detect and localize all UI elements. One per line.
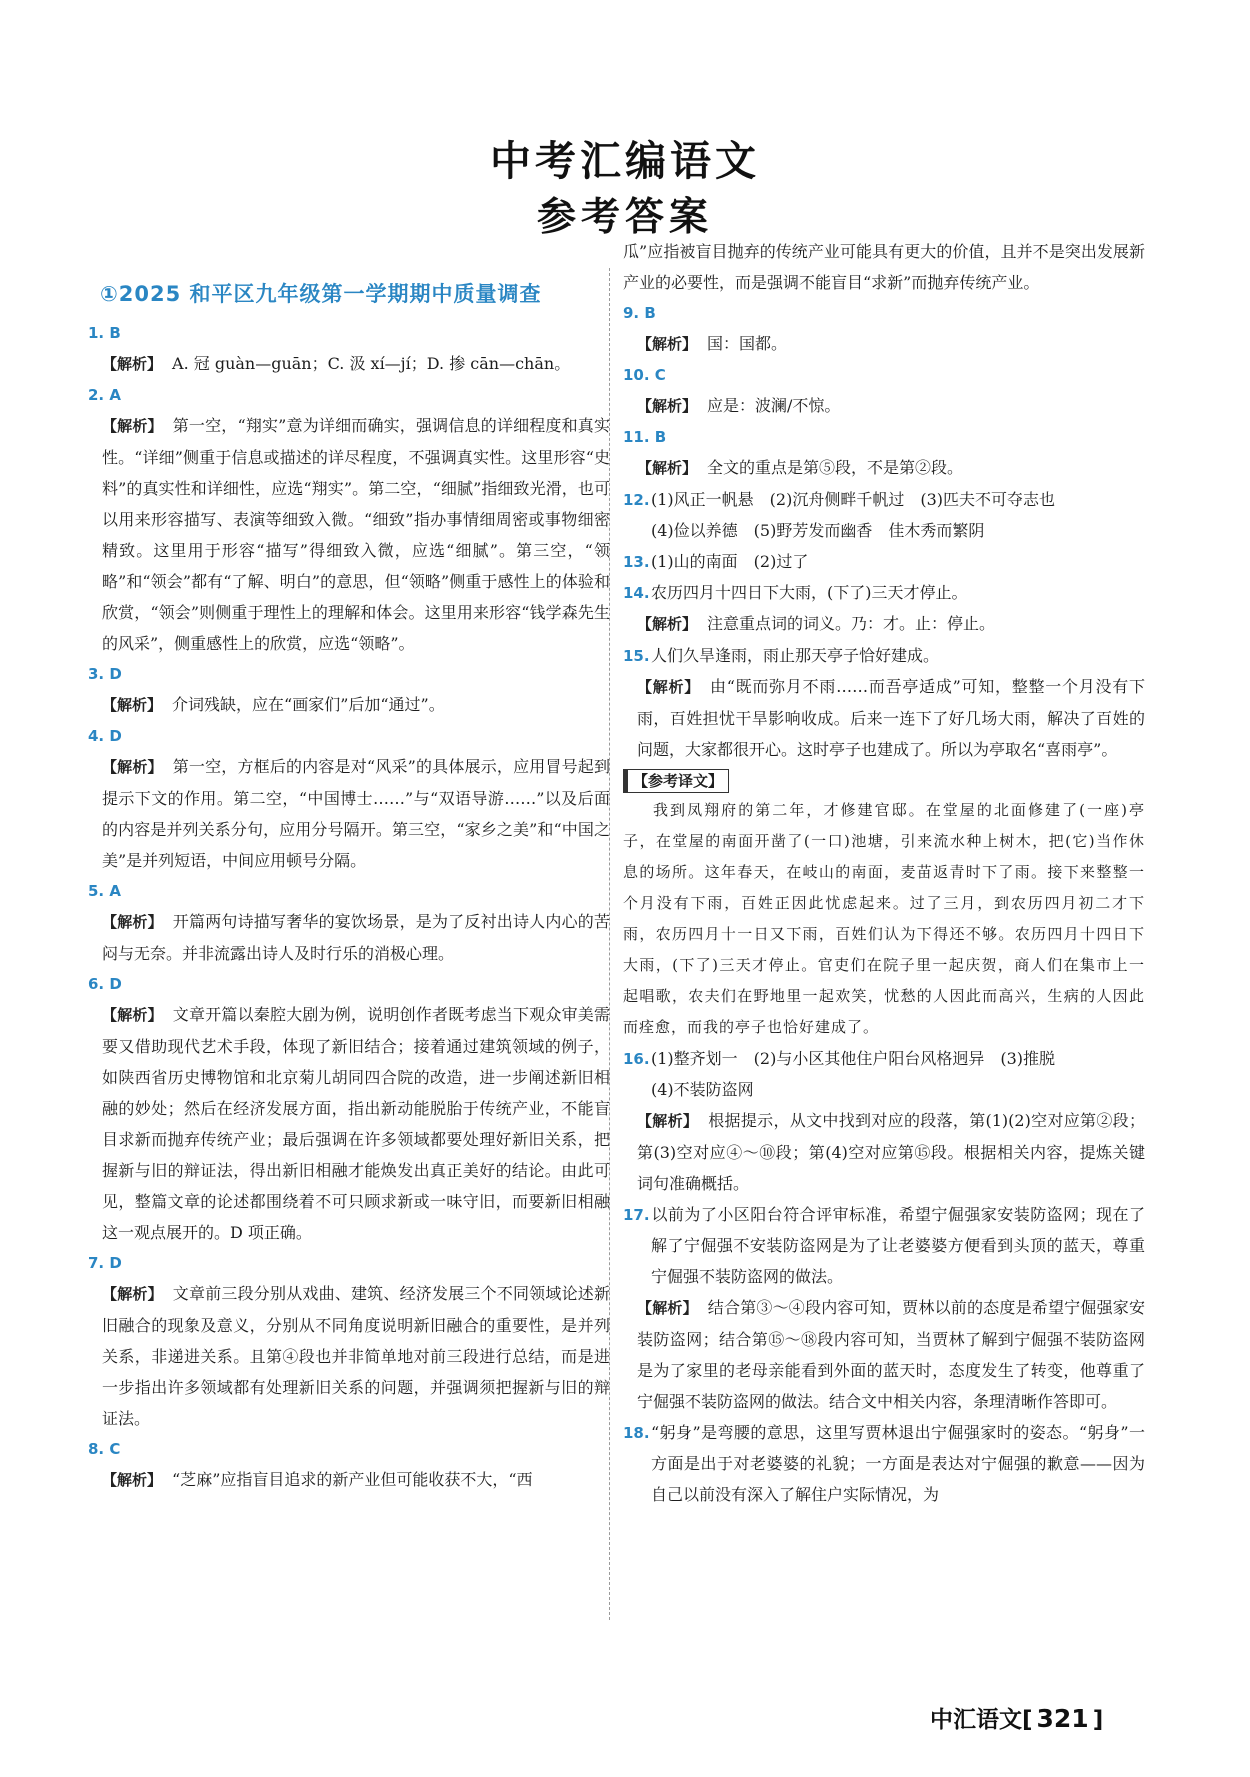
analysis-label: 【解析】 xyxy=(637,335,698,353)
answer-item-14 xyxy=(623,577,1145,608)
answer-number: 4. D xyxy=(88,727,122,745)
continued-text: 瓜”应指被盲目抛弃的传统产业可能具有更大的价值，且并不是突出发展新产业的必要性，而是强调不能盲目“求新”而抛弃传统产业。 xyxy=(623,242,1145,292)
analysis-label: 【解析】 xyxy=(637,615,698,633)
analysis xyxy=(88,410,610,659)
analysis xyxy=(623,452,1145,484)
answer-item-3 xyxy=(88,659,610,721)
answer-text: (4)俭以养德 (5)野芳发而幽香 佳木秀而繁阴 xyxy=(651,521,985,540)
answer-number: 7. D xyxy=(88,1254,122,1272)
analysis-text: 介词残缺，应在“画家们”后加“通过”。 xyxy=(172,695,445,714)
answer-number: 15. xyxy=(623,647,650,665)
answer-number: 9. B xyxy=(623,304,656,322)
answer-number: 10. C xyxy=(623,366,666,384)
right-column xyxy=(623,236,1145,1510)
answer-number: 2. A xyxy=(88,386,121,404)
section-title: ①2025 和平区九年级第一学期期中质量调查 xyxy=(100,282,542,306)
analysis-label: 【解析】 xyxy=(102,355,163,373)
answer-number: 6. D xyxy=(88,975,122,993)
analysis-text: 第一空，“翔实”意为详细而确实，强调信息的详细程度和真实性。“详细”侧重于信息或描述的详尽程度，不强调真实性。这里形容“史料”的真实性和详细性，应选“翔实”。第二空，“细腻”指细致光滑，也可以用来形容描写、表演等细致入微。“细致”指办事情细周密或事物细密精致。这里用于形容“描写”得细致入微，应选“细腻”。第三空，“领略”和“领会”都有“了解、明白”的意思，但“领略”侧重于感性上的体验和欣赏，“领会”则侧重于理性上的理解和体会。这里用来形容“钱学森先生的风采”，侧重感性上的欣赏，应选“领略”。 xyxy=(102,416,610,653)
answer-item-18 xyxy=(623,1417,1145,1510)
answer-text: (1)风正一帆悬 (2)沉舟侧畔千帆过 (3)匹夫不可夺志也 xyxy=(651,490,1055,509)
answer-number: 8. C xyxy=(88,1440,121,1458)
answer-item-4 xyxy=(88,721,610,876)
page-bracket-close: ] xyxy=(1092,1707,1104,1733)
analysis xyxy=(88,1464,610,1496)
analysis-text: 国：国都。 xyxy=(707,334,788,353)
reference-translation: 我到凤翔府的第二年，才修建官邸。在堂屋的北面修建了(一座)亭子，在堂屋的南面开凿了(一口)池塘，引来流水种上树木，把(它)当作休息的场所。这年春天，在岐山的南面，麦苗返青时下了雨。接下来整整一个月没有下雨，百姓正因此忧虑起来。过了三月，到农历四月初二才下雨，农历四月十一日又下雨，百姓们认为下得还不够。农历四月十四日下大雨，(下了)三天才停止。官吏们在院子里一起庆贺，商人们在集市上一起唱歌，农夫们在野地里一起欢笑，忧愁的人因此而高兴，生病的人因此而痊愈，而我的亭子也恰好建成了。 xyxy=(623,801,1145,1036)
answer-number: 11. B xyxy=(623,428,667,446)
answer-text: 以前为了小区阳台符合评审标准，希望宁倔强家安装防盗网；现在了解了宁倔强不安装防盗网是为了让老婆婆方便看到头顶的蓝天，尊重宁倔强不装防盗网的做法。 xyxy=(651,1205,1145,1286)
analysis xyxy=(88,348,610,380)
analysis-text: 第一空，方框后的内容是对“风采”的具体展示，应用冒号起到提示下文的作用。第二空，“中国博士……”与“双语导游……”以及后面的内容是并列关系分句，应用分号隔开。第三空，“家乡之美”和“中国之美”是并列短语，中间应用顿号分隔。 xyxy=(102,757,610,870)
analysis-label: 【解析】 xyxy=(102,758,163,776)
analysis-label: 【解析】 xyxy=(102,1006,163,1024)
analysis-label: 【解析】 xyxy=(637,1299,698,1317)
analysis-text: 应是：波澜/不惊。 xyxy=(707,396,841,415)
analysis-label: 【解析】 xyxy=(102,1285,163,1303)
analysis-text: A. 冠 guàn—guān；C. 汲 xí—jí；D. 掺 cān—chān。 xyxy=(172,354,571,373)
answer-number: 12. xyxy=(623,491,650,509)
answer-item-16 xyxy=(623,1043,1145,1105)
answer-number: 5. A xyxy=(88,882,121,900)
analysis-text: 由“既而弥月不雨……而吾亭适成”可知，整整一个月没有下雨，百姓担忧干旱影响收成。后来一连下了好几场大雨，解决了百姓的问题，大家都很开心。这时亭子也建成了。所以为亭取名“喜雨亭”。 xyxy=(637,677,1145,759)
reference-translation-tag: 【参考译文】 xyxy=(623,769,729,793)
answer-item-8 xyxy=(88,1434,610,1496)
answer-item-15 xyxy=(623,640,1145,671)
answer-number: 14. xyxy=(623,584,650,602)
analysis xyxy=(88,689,610,721)
answer-text: (1)山的南面 (2)过了 xyxy=(651,552,809,571)
analysis xyxy=(623,1292,1145,1417)
answer-item-11 xyxy=(623,422,1145,484)
answer-text: (4)不装防盗网 xyxy=(651,1080,754,1099)
page-footer xyxy=(930,1701,1103,1734)
analysis xyxy=(88,1278,610,1434)
page-number: 321 xyxy=(1036,1704,1089,1733)
answer-item-13 xyxy=(623,546,1145,577)
answer-item-12 xyxy=(623,484,1145,546)
analysis xyxy=(623,671,1145,765)
analysis-text: 文章开篇以秦腔大剧为例，说明创作者既考虑当下观众审美需要又借助现代艺术手段，体现了新旧结合；接着通过建筑领域的例子，如陕西省历史博物馆和北京菊儿胡同四合院的改造，进一步阐述新旧相融的妙处；然后在经济发展方面，指出新动能脱胎于传统产业，不能盲目求新而抛弃传统产业；最后强调在许多领域都要处理好新旧关系，把握新与旧的辩证法，得出新旧相融才能焕发出真正美好的结论。由此可见，整篇文章的论述都围绕着不可只顾求新或一味守旧，而要新旧相融这一观点展开的。D 项正确。 xyxy=(102,1005,610,1242)
analysis xyxy=(623,608,1145,640)
answer-item-1 xyxy=(88,318,610,380)
analysis xyxy=(623,1105,1145,1199)
analysis-label: 【解析】 xyxy=(102,1471,163,1489)
answer-text: 人们久旱逢雨，雨止那天亭子恰好建成。 xyxy=(651,646,940,665)
answer-number: 3. D xyxy=(88,665,122,683)
analysis xyxy=(623,328,1145,360)
analysis-text: 注意重点词的词义。乃：才。止：停止。 xyxy=(707,614,996,633)
answer-text: “躬身”是弯腰的意思，这里写贾林退出宁倔强家时的姿态。“躬身”一方面是出于对老婆婆的礼貌；一方面是表达对宁倔强的歉意——因为自己以前没有深入了解住户实际情况，为 xyxy=(651,1423,1145,1504)
answer-number: 16. xyxy=(623,1050,650,1068)
page-title: 中考汇编语文 xyxy=(490,137,760,185)
page-bracket-open: [ xyxy=(1022,1707,1033,1733)
answer-item-17 xyxy=(623,1199,1145,1292)
answer-item-7 xyxy=(88,1248,610,1434)
answer-text: (1)整齐划一 (2)与小区其他住户阳台风格迥异 (3)推脱 xyxy=(651,1049,1055,1068)
analysis xyxy=(88,999,610,1248)
answer-item-2 xyxy=(88,380,610,659)
analysis-label: 【解析】 xyxy=(102,696,163,714)
analysis-label: 【解析】 xyxy=(637,459,698,477)
analysis-text: 开篇两句诗描写奢华的宴饮场景，是为了反衬出诗人内心的苦闷与无奈。并非流露出诗人及时行乐的消极心理。 xyxy=(102,912,610,963)
analysis xyxy=(623,390,1145,422)
answer-number: 18. xyxy=(623,1424,650,1442)
analysis-text: 全文的重点是第⑤段，不是第②段。 xyxy=(707,458,964,477)
answer-text: 农历四月十四日下大雨，(下了)三天才停止。 xyxy=(651,583,968,602)
analysis-label: 【解析】 xyxy=(102,913,163,931)
book-name: 中汇语文 xyxy=(930,1707,1022,1733)
analysis-text: 根据提示，从文中找到对应的段落，第(1)(2)空对应第②段；第(3)空对应④～⑩段；第(4)空对应第⑮段。根据相关内容，提炼关键词句准确概括。 xyxy=(637,1111,1145,1193)
answer-number: 17. xyxy=(623,1206,650,1224)
answer-item-10 xyxy=(623,360,1145,422)
analysis-label: 【解析】 xyxy=(637,397,698,415)
analysis-label: 【解析】 xyxy=(102,417,163,435)
analysis-text: 文章前三段分别从戏曲、建筑、经济发展三个不同领域论述新旧融合的现象及意义，分别从不同角度说明新旧融合的重要性，是并列关系，非递进关系。且第④段也并非简单地对前三段进行总结，而是进一步指出许多领域都有处理新旧关系的问题，并强调须把握新与旧的辩证法。 xyxy=(102,1284,610,1428)
answer-number: 1. B xyxy=(88,324,121,342)
answer-item-6 xyxy=(88,969,610,1248)
answer-number: 13. xyxy=(623,553,650,571)
analysis-text: 结合第③～④段内容可知，贾林以前的态度是希望宁倔强家安装防盗网；结合第⑮～⑱段内容可知，当贾林了解到宁倔强不装防盗网是为了家里的老母亲能看到外面的蓝天时，态度发生了转变，他尊重了宁倔强不装防盗网的做法。结合文中相关内容，条理清晰作答即可。 xyxy=(637,1298,1145,1411)
analysis xyxy=(88,751,610,876)
analysis-label: 【解析】 xyxy=(637,1112,699,1130)
answer-item-5 xyxy=(88,876,610,969)
page-subtitle: 参考答案 xyxy=(536,194,713,240)
analysis-label: 【解析】 xyxy=(637,678,700,696)
analysis-text: “芝麻”应指盲目追求的新产业但可能收获不大，“西 xyxy=(172,1470,533,1489)
answer-item-9 xyxy=(623,298,1145,360)
left-column xyxy=(88,272,610,1496)
analysis xyxy=(88,906,610,969)
